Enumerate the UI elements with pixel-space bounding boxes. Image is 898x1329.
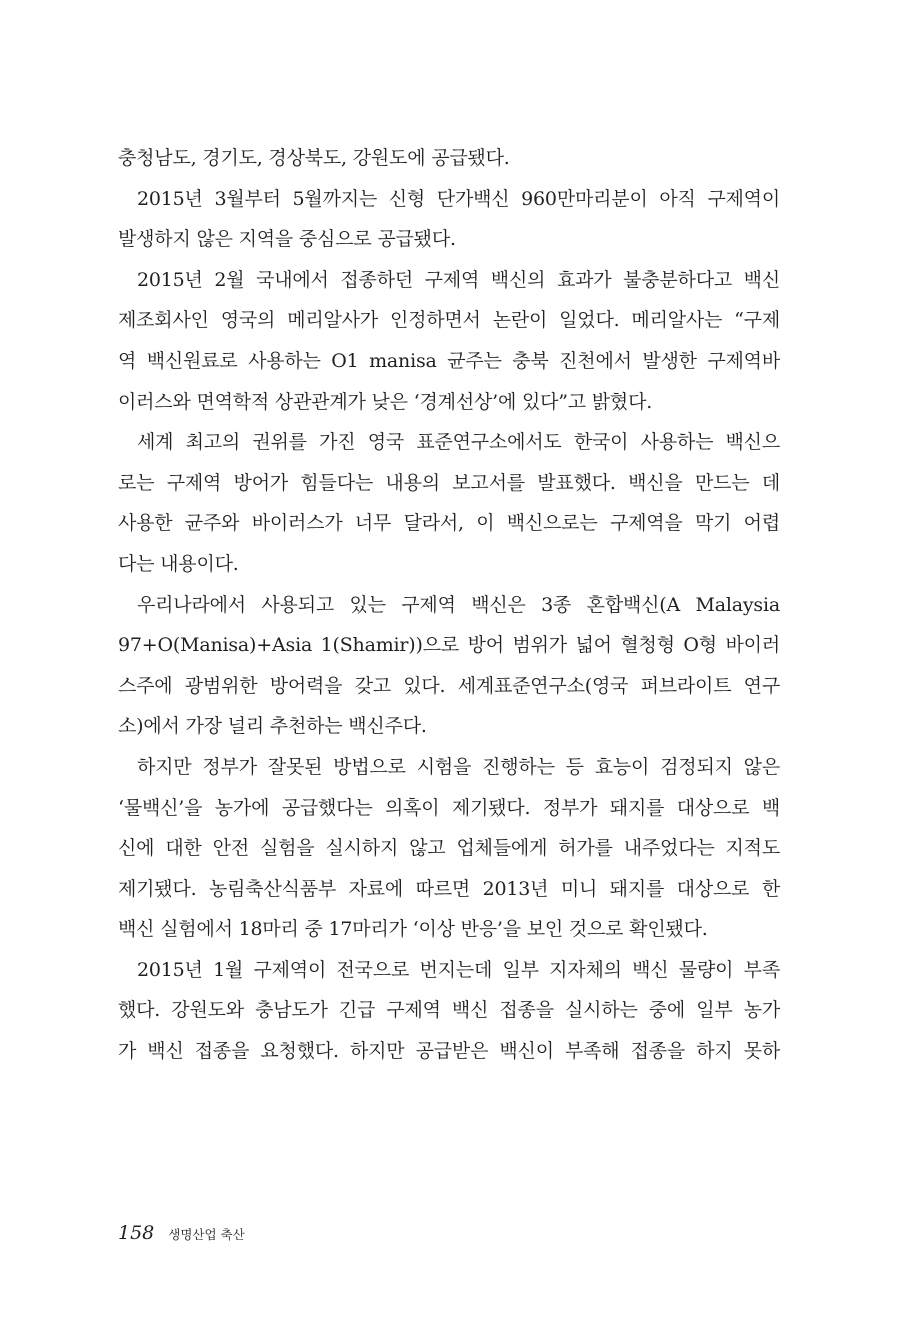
paragraph-start-line: 하지만 정부가 잘못된 방법으로 시험을 진행하는 등 효능이 검정되지 않은 xyxy=(137,755,780,778)
paragraph-start-line: 2015년 3월부터 5월까지는 신형 단가백신 960만마리분이 아직 구제역이 xyxy=(137,187,780,210)
paragraph-start-line: 우리나라에서 사용되고 있는 구제역 백신은 3종 혼합백신(A Malaysia xyxy=(137,593,780,616)
text-line: 소)에서 가장 널리 추천하는 백신주다. xyxy=(118,715,427,738)
text-line: ‘물백신’을 농가에 공급했다는 의혹이 제기됐다. 정부가 돼지를 대상으로 백 xyxy=(118,796,780,819)
text-line: 다는 내용이다. xyxy=(118,552,239,575)
text-line: 백신 실험에서 18마리 중 17마리가 ‘이상 반응’을 보인 것으로 확인됐다. xyxy=(118,918,708,941)
text-line: 가 백신 접종을 요청했다. 하지만 공급받은 백신이 부족해 접종을 하지 못하 xyxy=(118,1040,780,1063)
paragraph-start-line: 2015년 1월 구제역이 전국으로 번지는데 일부 지자체의 백신 물량이 부족 xyxy=(137,958,780,981)
text-line: 제기됐다. 농림축산식품부 자료에 따르면 2013년 미니 돼지를 대상으로 한 xyxy=(118,877,780,900)
page-number: 158 xyxy=(118,1222,155,1244)
paragraph-start-line: 세계 최고의 권위를 가진 영국 표준연구소에서도 한국이 사용하는 백신으 xyxy=(137,431,780,454)
text-line: 신에 대한 안전 실험을 실시하지 않고 업체들에게 허가를 내주었다는 지적도 xyxy=(118,837,780,860)
text-line: 했다. 강원도와 충남도가 긴급 구제역 백신 접종을 실시하는 중에 일부 농가 xyxy=(118,999,780,1022)
body-text xyxy=(118,138,780,1072)
running-title: 생명산업 축산 xyxy=(168,1227,245,1242)
text-line: 사용한 균주와 바이러스가 너무 달라서, 이 백신으로는 구제역을 막기 어렵 xyxy=(118,512,780,535)
paragraph-start-line: 2015년 2월 국내에서 접종하던 구제역 백신의 효과가 불충분하다고 백신 xyxy=(137,268,780,291)
page-footer xyxy=(118,1222,245,1252)
text-line: 역 백신원료로 사용하는 O1 manisa 균주는 충북 진천에서 발생한 구제역바 xyxy=(118,349,780,372)
text-line: 충청남도, 경기도, 경상북도, 강원도에 공급됐다. xyxy=(118,147,510,169)
text-line: 스주에 광범위한 방어력을 갖고 있다. 세계표준연구소(영국 퍼브라이트 연구 xyxy=(118,674,780,697)
text-line: 로는 구제역 방어가 힘들다는 내용의 보고서를 발표했다. 백신을 만드는 데 xyxy=(118,471,780,494)
text-line: 이러스와 면역학적 상관관계가 낮은 ‘경계선상’에 있다”고 밝혔다. xyxy=(118,390,653,413)
text-line: 97+O(Manisa)+Asia 1(Shamir))으로 방어 범위가 넓어 혈청형 O형 바이러 xyxy=(118,634,780,657)
text-line: 제조회사인 영국의 메리알사가 인정하면서 논란이 일었다. 메리알사는 “구제 xyxy=(118,309,780,332)
text-line: 발생하지 않은 지역을 중심으로 공급됐다. xyxy=(118,228,456,251)
